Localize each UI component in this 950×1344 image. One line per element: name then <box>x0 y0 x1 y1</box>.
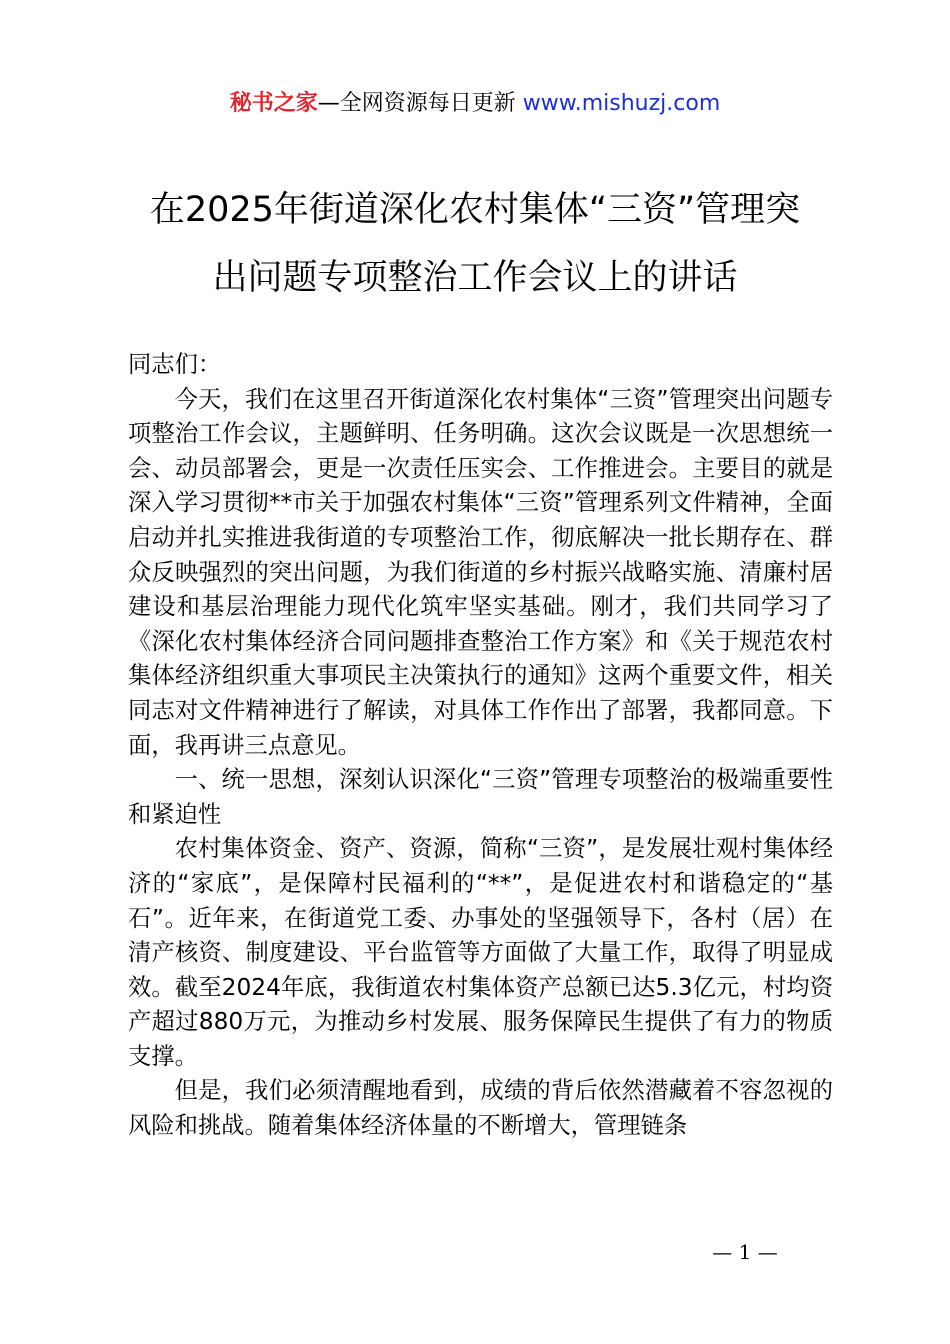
document-title-line-1: 在2025年街道深化农村集体“三资”管理突 <box>149 190 801 230</box>
site-brand: 秘书之家 <box>229 91 318 116</box>
paragraph-three-assets: 农村集体资金、资产、资源，简称“三资”，是发展壮观村集体经济的“家底”，是保障村民福利的“**”，是促进农村和谐稳定的“基石”。近年来，在街道党工委、办事处的坚强领导下，各村（居）在清产核资、制度建设、平台监管等方面做了大量工作，取得了明显成效。截至2024年底，我街道农村集体资产总额已达5.3亿元，村均资产超过880万元，为推动乡村发展、服务保障民生提供了有力的物质支撑。 <box>128 835 833 1070</box>
page-number: — 1 — <box>712 1240 778 1264</box>
paragraph-risks: 但是，我们必须清醒地看到，成绩的背后依然潜藏着不容忽视的风险和挑战。随着集体经济体量的不断增大，管理链条 <box>128 1077 833 1140</box>
document-title-line-2: 出问题专项整治工作会议上的讲话 <box>212 258 738 298</box>
site-tagline: —全网资源每日更新 <box>317 91 516 116</box>
salutation: 同志们： <box>128 351 222 378</box>
paragraph-intro: 今天，我们在这里召开街道深化农村集体“三资”管理突出问题专项整治工作会议，主题鲜明、任务明确。这次会议既是一次思想统一会、动员部署会，更是一次责任压实会、工作推进会。主要目的就是深入学习贯彻**市关于加强农村集体“三资”管理系列文件精神，全面启动并扎实推进我街道的专项整治工作，彻底解决一批长期存在、群众反映强烈的突出问题，为我们街道的乡村振兴战略实施、清廉村居建设和基层治理能力现代化筑牢坚实基础。刚才，我们共同学习了《深化农村集体经济合同问题排查整治工作方案》和《关于规范农村集体经济组织重大事项民主决策执行的通知》这两个重要文件，相关同志对文件精神进行了解读，对具体工作作出了部署，我都同意。下面，我再讲三点意见。 <box>128 385 833 759</box>
site-banner <box>0 86 950 122</box>
site-url-link[interactable]: www.mishuzj.com <box>522 91 721 116</box>
document-body <box>128 348 833 1144</box>
section-heading-1: 一、统一思想，深刻认识深化“三资”管理专项整治的极端重要性和紧迫性 <box>128 766 833 828</box>
